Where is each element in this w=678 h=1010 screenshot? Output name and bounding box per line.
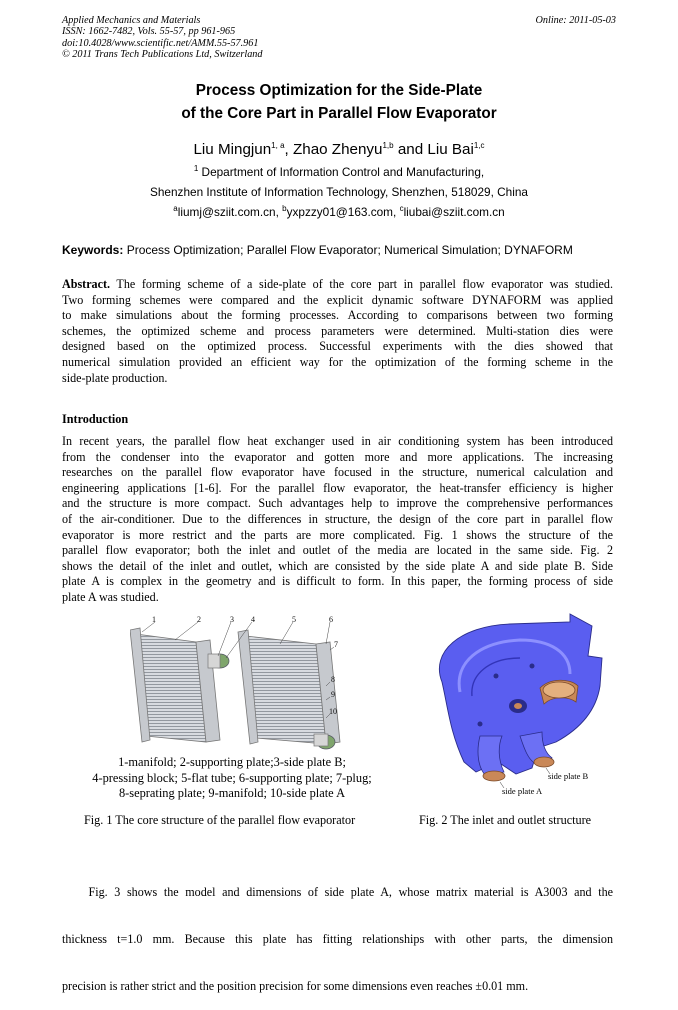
online-date: Online: 2011-05-03 [535,15,616,26]
label-side-plate-a: side plate A [502,786,543,796]
abstract-text: The forming scheme of a side-plate of the core part in parallel flow evaporator was studied. [110,277,613,291]
email-mark: b [282,204,287,214]
author-name: Zhao Zhenyu [292,141,383,158]
callout-number: 6 [329,615,333,624]
legend-line: 4-pressing block; 5-flat tube; 6-supporting plate; 7-plug; [92,770,372,785]
paper-title-line-2: of the Core Part in Parallel Flow Evaporator [181,105,497,122]
intro-line: and the structure is more compact. Such advantages help to improve the comprehensive performances [62,496,613,511]
intro-line: In recent years, the parallel flow heat exchanger used in air conditioning system has been introduced [62,434,613,448]
issn-line: ISSN: 1662-7482, Vols. 55-57, pp 961-965 [62,26,236,38]
figure-1-caption: Fig. 1 The core structure of the parallel flow evaporator [84,813,356,827]
intro-line: engineering applications [1-6]. For the parallel flow evaporator, the heat-transfer efficiency is higher [62,480,613,495]
keywords-label: Keywords: [62,243,124,257]
legend-line: 8-seprating plate; 9-manifold; 10-side plate A [118,786,346,800]
callout-number: 7 [334,640,338,649]
author-affiliation-mark: 1,c [473,140,485,150]
abstract-line: designed based on the optimized process. Successful experiments with the dies showed that [62,339,613,354]
author-name: Liu Bai [427,141,474,158]
abstract-line: side-plate production. [62,370,168,385]
email-address[interactable]: liubai@sziit.com.cn [403,205,505,219]
abstract-line: to make simulations about the forming processes. According to comparisons between two forming [62,308,613,323]
author-list [0,141,678,158]
abstract-line [62,277,613,293]
fig3-line: thickness t=1.0 mm. Because this plate has fitting relationships with other parts, the dimension [62,931,613,946]
intro-line: shows the detail of the inlet and outlet, which are consisted by the side plate A and side plate B. Side [62,558,613,573]
figure-2-caption: Fig. 2 The inlet and outlet structure [419,813,592,827]
figure-1-legend [72,755,392,802]
copyright-line: © 2011 Trans Tech Publications Ltd, Switzerland [62,49,263,61]
author-affiliation-mark: 1, a [271,140,285,150]
intro-line: evaporator is more restrict and the parts are more complicated. Fig. 1 shows the structure of the [62,527,613,542]
intro-line: from the condenser into the evaporator and gotten more and more applications. The increasing [62,449,613,464]
callout-number: 3 [230,615,234,624]
label-side-plate-b: side plate B [548,771,589,781]
email-mark: c [399,204,404,214]
callout-number: 8 [331,675,335,684]
abstract-paragraph [62,277,613,386]
affiliation-line-1 [0,165,678,179]
affiliation-mark: 1 [193,164,199,174]
author-name: Liu Mingjun [193,141,272,158]
journal-header [62,15,616,61]
email-address[interactable]: yxpzzy01@163.com, [286,205,400,219]
abstract-line: Two forming schemes were compared and the explicit dynamic software DYNAFORM was applied [62,292,613,307]
abstract-label: Abstract. [62,277,111,291]
intro-line: researches on the parallel flow evaporator have focused in the structure, numerical calculation and [62,465,613,480]
author-affiliation-mark: 1,b [382,140,394,150]
intro-line: plate A was studied. [62,589,159,604]
callout-number: 1 [152,615,156,624]
paper-title-line-1: Process Optimization for the Side-Plate [195,82,483,99]
callout-number: 9 [331,690,335,699]
fig3-paragraph [62,854,613,1010]
introduction-paragraph [62,434,613,606]
abstract-line: schemes, the optimized scheme and process parameters were determined. Multi-station dies were [62,323,613,338]
callout-number: 2 [197,615,201,624]
keywords [62,243,622,257]
affiliation-line-2: Shenzhen Institute of Information Technology, Shenzhen, 518029, China [150,185,528,199]
email-address[interactable]: liumj@sziit.com.cn, [177,205,283,219]
legend-line: 1-manifold; 2-supporting plate;3-side plate B; [118,755,346,769]
intro-line: plate A is complex in the geometry and is difficult to form. In this paper, the forming process of side [62,574,613,589]
journal-name: Applied Mechanics and Materials [62,15,201,26]
intro-line: of the air-conditioner. Due to the differences in structure, the design of the core part in parallel flow [62,511,613,526]
fig3-line: Fig. 3 shows the model and dimensions of side plate A, whose matrix material is A3003 and the [62,885,613,900]
keywords-text: Process Optimization; Parallel Flow Evaporator; Numerical Simulation; DYNAFORM [123,243,573,257]
intro-line: parallel flow evaporator; both the inlet and outlet of the media are located in the same side. Fig. 2 [62,543,613,558]
abstract-line: numerical simulation provided an efficient way for the optimization of the forming scheme in the [62,354,613,369]
fig3-line: precision is rather strict and the position precision for some dimensions even reaches ±0.01 mm. [62,978,529,993]
affiliation-department: Department of Information Control and Manufacturing, [198,165,485,179]
author-separator: and [393,141,428,158]
figure-1-evaporator-image [130,614,352,754]
callout-number: 10 [329,707,337,716]
email-line [0,205,678,219]
callout-number: 4 [251,615,255,624]
section-heading-introduction: Introduction [62,412,129,426]
doi-line: doi:10.4028/www.scientific.net/AMM.55-57.961 [62,37,259,49]
callout-number: 5 [292,615,296,624]
email-mark: a [173,204,178,214]
author-separator: , [284,141,293,158]
